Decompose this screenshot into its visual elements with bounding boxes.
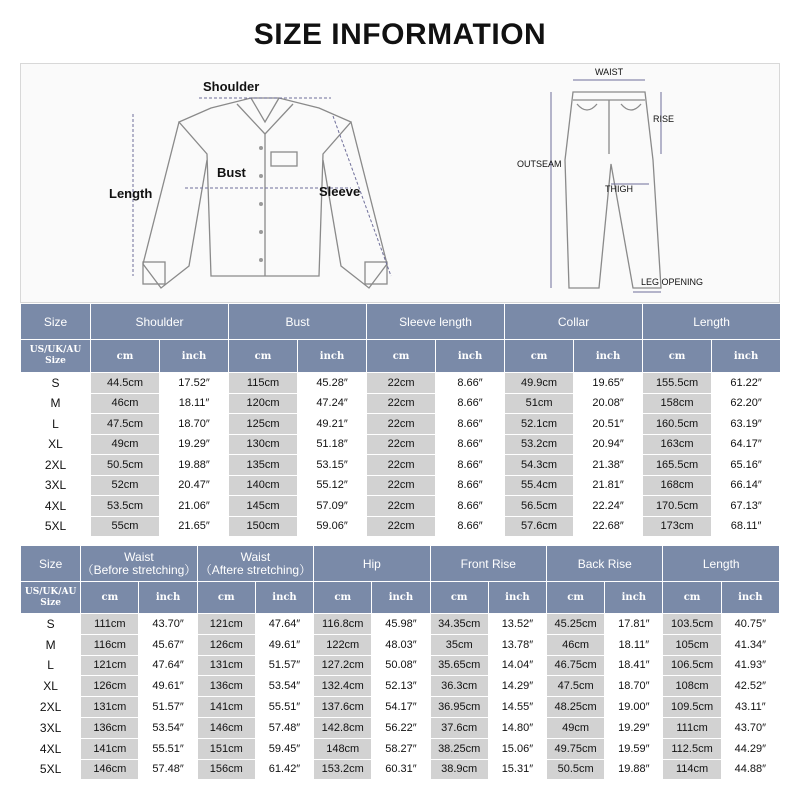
inch-value-cell: 53.54″ <box>255 676 313 697</box>
inch-value-cell: 42.52″ <box>721 676 779 697</box>
unit-inch: inch <box>298 340 367 373</box>
cm-value-cell: 50.5cm <box>91 455 160 476</box>
inch-value-cell: 15.06″ <box>488 738 546 759</box>
cm-value-cell: 170.5cm <box>643 496 712 517</box>
unit-inch: inch <box>139 582 197 614</box>
unit-cm: cm <box>367 340 436 373</box>
inch-value-cell: 59.06″ <box>298 516 367 537</box>
cm-value-cell: 141cm <box>197 697 255 718</box>
hip-header: Hip <box>314 546 430 582</box>
bust-header: Bust <box>229 304 367 340</box>
size-cell: S <box>21 614 81 635</box>
cm-value-cell: 22cm <box>367 516 436 537</box>
inch-value-cell: 8.66″ <box>436 373 505 394</box>
cm-value-cell: 121cm <box>81 655 139 676</box>
inch-value-cell: 54.17″ <box>372 697 430 718</box>
inch-value-cell: 8.66″ <box>436 475 505 496</box>
cm-value-cell: 49cm <box>547 717 605 738</box>
inch-value-cell: 57.09″ <box>298 496 367 517</box>
cm-value-cell: 54.3cm <box>505 455 574 476</box>
inch-value-cell: 21.65″ <box>160 516 229 537</box>
cm-value-cell: 126cm <box>197 634 255 655</box>
cm-value-cell: 48.25cm <box>547 697 605 718</box>
cm-value-cell: 131cm <box>81 697 139 718</box>
size-cell: 4XL <box>21 738 81 759</box>
table-row <box>21 373 781 394</box>
inch-value-cell: 64.17″ <box>712 434 781 455</box>
rise-label: RISE <box>653 114 675 124</box>
inch-value-cell: 19.00″ <box>605 697 663 718</box>
inch-value-cell: 53.15″ <box>298 455 367 476</box>
cm-value-cell: 56.5cm <box>505 496 574 517</box>
inch-value-cell: 8.66″ <box>436 516 505 537</box>
cm-value-cell: 53.2cm <box>505 434 574 455</box>
unit-inch: inch <box>160 340 229 373</box>
sleeve-length-header: Sleeve length <box>367 304 505 340</box>
inch-value-cell: 8.66″ <box>436 393 505 414</box>
bust-label: Bust <box>217 165 246 180</box>
cm-value-cell: 36.3cm <box>430 676 488 697</box>
inch-value-cell: 17.81″ <box>605 614 663 635</box>
cm-value-cell: 44.5cm <box>91 373 160 394</box>
collar-header: Collar <box>505 304 643 340</box>
cm-value-cell: 145cm <box>229 496 298 517</box>
cm-value-cell: 135cm <box>229 455 298 476</box>
cm-value-cell: 122cm <box>314 634 372 655</box>
cm-value-cell: 22cm <box>367 455 436 476</box>
inch-value-cell: 53.54″ <box>139 717 197 738</box>
inch-value-cell: 45.28″ <box>298 373 367 394</box>
cm-value-cell: 35.65cm <box>430 655 488 676</box>
inch-value-cell: 55.12″ <box>298 475 367 496</box>
table-row <box>21 475 781 496</box>
inch-value-cell: 47.64″ <box>139 655 197 676</box>
front-rise-header: Front Rise <box>430 546 546 582</box>
cm-value-cell: 137.6cm <box>314 697 372 718</box>
cm-value-cell: 46cm <box>91 393 160 414</box>
cm-value-cell: 116.8cm <box>314 614 372 635</box>
inch-value-cell: 8.66″ <box>436 496 505 517</box>
cm-value-cell: 126cm <box>81 676 139 697</box>
length-header: Length <box>663 546 780 582</box>
unit-inch: inch <box>605 582 663 614</box>
cm-value-cell: 46.75cm <box>547 655 605 676</box>
cm-value-cell: 52cm <box>91 475 160 496</box>
size-system-header: US/UK/AU Size <box>21 582 81 614</box>
inch-value-cell: 19.29″ <box>160 434 229 455</box>
cm-value-cell: 141cm <box>81 738 139 759</box>
table-row <box>21 697 780 718</box>
cm-value-cell: 136cm <box>81 717 139 738</box>
size-cell: 2XL <box>21 455 91 476</box>
inch-value-cell: 61.22″ <box>712 373 781 394</box>
inch-value-cell: 43.70″ <box>721 717 779 738</box>
cm-value-cell: 114cm <box>663 759 721 780</box>
inch-value-cell: 41.34″ <box>721 634 779 655</box>
inch-value-cell: 50.08″ <box>372 655 430 676</box>
cm-value-cell: 156cm <box>197 759 255 780</box>
inch-value-cell: 67.13″ <box>712 496 781 517</box>
inch-value-cell: 14.04″ <box>488 655 546 676</box>
cm-value-cell: 153.2cm <box>314 759 372 780</box>
inch-value-cell: 43.70″ <box>139 614 197 635</box>
cm-value-cell: 36.95cm <box>430 697 488 718</box>
size-cell: M <box>21 634 81 655</box>
length-label: Length <box>109 186 153 201</box>
cm-value-cell: 158cm <box>643 393 712 414</box>
inch-value-cell: 21.38″ <box>574 455 643 476</box>
inch-value-cell: 65.16″ <box>712 455 781 476</box>
table-row <box>21 655 780 676</box>
table-row <box>21 738 780 759</box>
cm-value-cell: 136cm <box>197 676 255 697</box>
cm-value-cell: 111cm <box>663 717 721 738</box>
cm-value-cell: 22cm <box>367 434 436 455</box>
page-title: SIZE INFORMATION <box>253 18 547 51</box>
cm-value-cell: 49.75cm <box>547 738 605 759</box>
table-row <box>21 455 781 476</box>
inch-value-cell: 44.88″ <box>721 759 779 780</box>
thigh-label: THIGH <box>605 184 633 194</box>
cm-value-cell: 142.8cm <box>314 717 372 738</box>
inch-value-cell: 55.51″ <box>139 738 197 759</box>
size-system-header: US/UK/AU Size <box>21 340 91 373</box>
unit-cm: cm <box>229 340 298 373</box>
cm-value-cell: 140cm <box>229 475 298 496</box>
cm-value-cell: 173cm <box>643 516 712 537</box>
inch-value-cell: 68.11″ <box>712 516 781 537</box>
back-rise-header: Back Rise <box>547 546 663 582</box>
size-cell: 2XL <box>21 697 81 718</box>
unit-cm: cm <box>547 582 605 614</box>
cm-value-cell: 111cm <box>81 614 139 635</box>
size-cell: XL <box>21 676 81 697</box>
cm-value-cell: 106.5cm <box>663 655 721 676</box>
unit-cm: cm <box>505 340 574 373</box>
inch-value-cell: 8.66″ <box>436 414 505 435</box>
cm-value-cell: 132.4cm <box>314 676 372 697</box>
size-cell: 4XL <box>21 496 91 517</box>
unit-inch: inch <box>372 582 430 614</box>
inch-value-cell: 20.47″ <box>160 475 229 496</box>
inch-value-cell: 14.29″ <box>488 676 546 697</box>
inch-value-cell: 49.61″ <box>255 634 313 655</box>
inch-value-cell: 18.11″ <box>160 393 229 414</box>
size-header: Size <box>21 546 81 582</box>
inch-value-cell: 19.59″ <box>605 738 663 759</box>
inch-value-cell: 47.64″ <box>255 614 313 635</box>
inch-value-cell: 20.08″ <box>574 393 643 414</box>
cm-value-cell: 120cm <box>229 393 298 414</box>
size-cell: 3XL <box>21 717 81 738</box>
cm-value-cell: 108cm <box>663 676 721 697</box>
inch-value-cell: 43.11″ <box>721 697 779 718</box>
inch-value-cell: 22.68″ <box>574 516 643 537</box>
size-cell: L <box>21 414 91 435</box>
cm-value-cell: 49.9cm <box>505 373 574 394</box>
inch-value-cell: 19.65″ <box>574 373 643 394</box>
unit-inch: inch <box>574 340 643 373</box>
cm-value-cell: 168cm <box>643 475 712 496</box>
inch-value-cell: 20.51″ <box>574 414 643 435</box>
cm-value-cell: 38.9cm <box>430 759 488 780</box>
inch-value-cell: 21.81″ <box>574 475 643 496</box>
cm-value-cell: 115cm <box>229 373 298 394</box>
inch-value-cell: 48.03″ <box>372 634 430 655</box>
cm-value-cell: 46cm <box>547 634 605 655</box>
inch-value-cell: 57.48″ <box>139 759 197 780</box>
inch-value-cell: 20.94″ <box>574 434 643 455</box>
cm-value-cell: 45.25cm <box>547 614 605 635</box>
unit-cm: cm <box>663 582 721 614</box>
cm-value-cell: 50.5cm <box>547 759 605 780</box>
table-row <box>21 717 780 738</box>
measurement-diagram <box>20 63 780 303</box>
cm-value-cell: 109.5cm <box>663 697 721 718</box>
leg-opening-label: LEG OPENING <box>641 277 704 287</box>
cm-value-cell: 55.4cm <box>505 475 574 496</box>
cm-value-cell: 53.5cm <box>91 496 160 517</box>
cm-value-cell: 22cm <box>367 414 436 435</box>
waist-before-header: Waist （Before stretching） <box>81 546 197 582</box>
cm-value-cell: 125cm <box>229 414 298 435</box>
waist-after-header: Waist （Aftere stretching） <box>197 546 313 582</box>
cm-value-cell: 163cm <box>643 434 712 455</box>
inch-value-cell: 58.27″ <box>372 738 430 759</box>
size-cell: XL <box>21 434 91 455</box>
cm-value-cell: 37.6cm <box>430 717 488 738</box>
inch-value-cell: 45.67″ <box>139 634 197 655</box>
inch-value-cell: 55.51″ <box>255 697 313 718</box>
cm-value-cell: 22cm <box>367 475 436 496</box>
cm-value-cell: 160.5cm <box>643 414 712 435</box>
waist-label: WAIST <box>595 67 624 77</box>
inch-value-cell: 41.93″ <box>721 655 779 676</box>
unit-cm: cm <box>91 340 160 373</box>
cm-value-cell: 151cm <box>197 738 255 759</box>
garment-illustration <box>21 64 781 304</box>
inch-value-cell: 52.13″ <box>372 676 430 697</box>
cm-value-cell: 146cm <box>197 717 255 738</box>
inch-value-cell: 8.66″ <box>436 455 505 476</box>
size-cell: S <box>21 373 91 394</box>
inch-value-cell: 15.31″ <box>488 759 546 780</box>
cm-value-cell: 47.5cm <box>91 414 160 435</box>
table-row <box>21 434 781 455</box>
cm-value-cell: 38.25cm <box>430 738 488 759</box>
unit-cm: cm <box>81 582 139 614</box>
inch-value-cell: 18.70″ <box>160 414 229 435</box>
cm-value-cell: 130cm <box>229 434 298 455</box>
cm-value-cell: 116cm <box>81 634 139 655</box>
cm-value-cell: 112.5cm <box>663 738 721 759</box>
inch-value-cell: 44.29″ <box>721 738 779 759</box>
inch-value-cell: 57.48″ <box>255 717 313 738</box>
inch-value-cell: 19.88″ <box>160 455 229 476</box>
inch-value-cell: 45.98″ <box>372 614 430 635</box>
cm-value-cell: 55cm <box>91 516 160 537</box>
inch-value-cell: 22.24″ <box>574 496 643 517</box>
inch-value-cell: 63.19″ <box>712 414 781 435</box>
cm-value-cell: 165.5cm <box>643 455 712 476</box>
inch-value-cell: 47.24″ <box>298 393 367 414</box>
inch-value-cell: 56.22″ <box>372 717 430 738</box>
cm-value-cell: 148cm <box>314 738 372 759</box>
inch-value-cell: 19.88″ <box>605 759 663 780</box>
unit-cm: cm <box>430 582 488 614</box>
size-cell: 5XL <box>21 759 81 780</box>
cm-value-cell: 57.6cm <box>505 516 574 537</box>
cm-value-cell: 22cm <box>367 393 436 414</box>
inch-value-cell: 17.52″ <box>160 373 229 394</box>
sleeve-label: Sleeve <box>319 184 361 199</box>
inch-value-cell: 40.75″ <box>721 614 779 635</box>
cm-value-cell: 121cm <box>197 614 255 635</box>
table-row <box>21 759 780 780</box>
cm-value-cell: 51cm <box>505 393 574 414</box>
table-row <box>21 516 781 537</box>
unit-inch: inch <box>436 340 505 373</box>
inch-value-cell: 14.55″ <box>488 697 546 718</box>
table-row <box>21 496 781 517</box>
inch-value-cell: 14.80″ <box>488 717 546 738</box>
inch-value-cell: 60.31″ <box>372 759 430 780</box>
cm-value-cell: 105cm <box>663 634 721 655</box>
size-cell: L <box>21 655 81 676</box>
inch-value-cell: 13.52″ <box>488 614 546 635</box>
inch-value-cell: 49.21″ <box>298 414 367 435</box>
outseam-label: OUTSEAM <box>517 159 562 169</box>
cm-value-cell: 47.5cm <box>547 676 605 697</box>
size-cell: 3XL <box>21 475 91 496</box>
inch-value-cell: 21.06″ <box>160 496 229 517</box>
shoulder-label: Shoulder <box>203 79 260 94</box>
cm-value-cell: 155.5cm <box>643 373 712 394</box>
length-header: Length <box>643 304 781 340</box>
cm-value-cell: 131cm <box>197 655 255 676</box>
unit-cm: cm <box>643 340 712 373</box>
top-size-table <box>20 303 781 537</box>
inch-value-cell: 18.11″ <box>605 634 663 655</box>
cm-value-cell: 103.5cm <box>663 614 721 635</box>
inch-value-cell: 19.29″ <box>605 717 663 738</box>
cm-value-cell: 150cm <box>229 516 298 537</box>
cm-value-cell: 22cm <box>367 373 436 394</box>
table-row <box>21 676 780 697</box>
cm-value-cell: 34.35cm <box>430 614 488 635</box>
size-cell: M <box>21 393 91 414</box>
unit-cm: cm <box>314 582 372 614</box>
cm-value-cell: 52.1cm <box>505 414 574 435</box>
bottom-size-table <box>20 545 780 780</box>
size-header: Size <box>21 304 91 340</box>
size-cell: 5XL <box>21 516 91 537</box>
inch-value-cell: 8.66″ <box>436 434 505 455</box>
table-row <box>21 393 781 414</box>
inch-value-cell: 18.41″ <box>605 655 663 676</box>
table-row <box>21 614 780 635</box>
inch-value-cell: 62.20″ <box>712 393 781 414</box>
inch-value-cell: 51.57″ <box>255 655 313 676</box>
inch-value-cell: 49.61″ <box>139 676 197 697</box>
cm-value-cell: 22cm <box>367 496 436 517</box>
unit-inch: inch <box>721 582 779 614</box>
unit-inch: inch <box>712 340 781 373</box>
inch-value-cell: 59.45″ <box>255 738 313 759</box>
cm-value-cell: 127.2cm <box>314 655 372 676</box>
inch-value-cell: 18.70″ <box>605 676 663 697</box>
inch-value-cell: 51.57″ <box>139 697 197 718</box>
unit-inch: inch <box>255 582 313 614</box>
cm-value-cell: 49cm <box>91 434 160 455</box>
cm-value-cell: 146cm <box>81 759 139 780</box>
table-row <box>21 634 780 655</box>
table-row <box>21 414 781 435</box>
inch-value-cell: 51.18″ <box>298 434 367 455</box>
unit-cm: cm <box>197 582 255 614</box>
inch-value-cell: 13.78″ <box>488 634 546 655</box>
inch-value-cell: 61.42″ <box>255 759 313 780</box>
shoulder-header: Shoulder <box>91 304 229 340</box>
inch-value-cell: 66.14″ <box>712 475 781 496</box>
unit-inch: inch <box>488 582 546 614</box>
cm-value-cell: 35cm <box>430 634 488 655</box>
